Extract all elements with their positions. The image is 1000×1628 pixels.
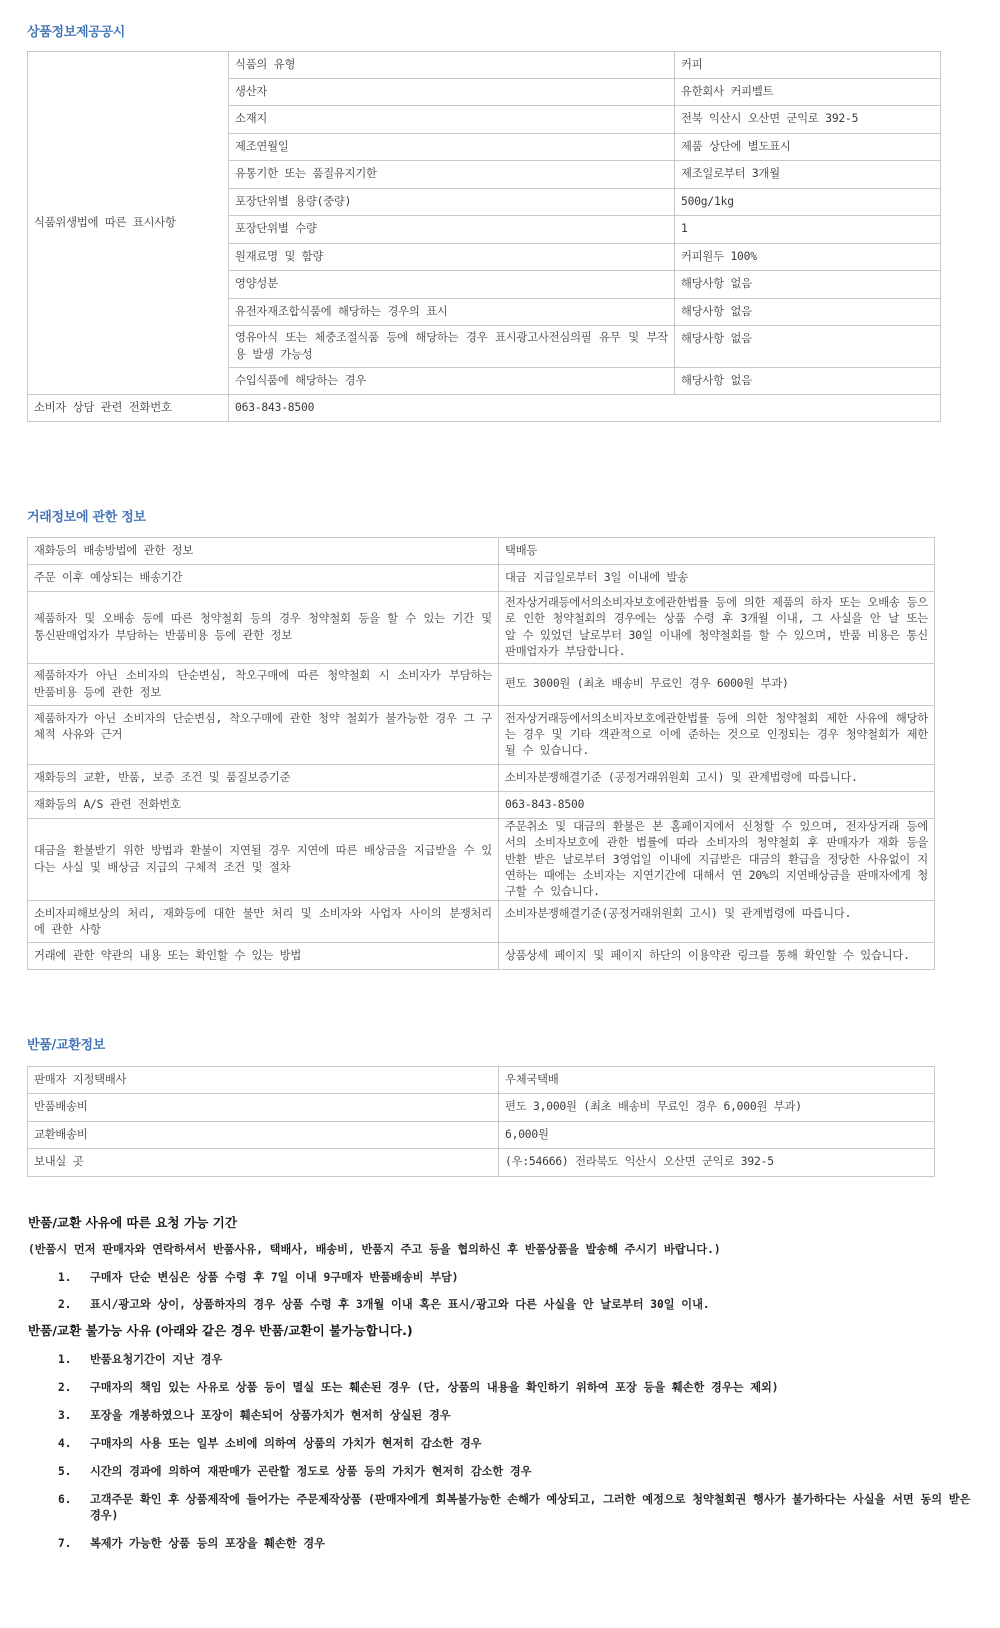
row-value: 편도 3000원 (최초 배송비 무료인 경우 6000원 부과) bbox=[499, 664, 935, 706]
table-row bbox=[28, 395, 941, 422]
row-value: 해당사항 없음 bbox=[675, 299, 941, 326]
period-title: 반품/교환 사유에 따른 요청 가능 기간 bbox=[28, 1215, 238, 1230]
row-label: 포장단위별 수량 bbox=[229, 216, 675, 244]
impossible-title: 반품/교환 불가능 사유 (아래와 같은 경우 반품/교환이 불가능합니다.) bbox=[28, 1323, 413, 1338]
return-notes bbox=[28, 1214, 972, 1552]
row-label: 생산자 bbox=[229, 79, 675, 106]
period-list bbox=[28, 1270, 972, 1313]
section-title-return-exchange: 반품/교환정보 bbox=[27, 1038, 105, 1053]
table-row bbox=[28, 706, 935, 765]
table-row bbox=[28, 664, 935, 706]
table-row bbox=[28, 565, 935, 592]
row-value: 500g/1kg bbox=[675, 189, 941, 216]
phone-value: 063-843-8500 bbox=[229, 395, 941, 422]
row-label: 재화등의 배송방법에 관한 정보 bbox=[28, 538, 499, 565]
table-row bbox=[28, 1094, 935, 1122]
row-label: 대금을 환불받기 위한 방법과 환불이 지연될 경우 지연에 따른 배상금을 지급받을 수 있다는 사실 및 배상금 지급의 구체적 조건 및 절차 bbox=[28, 819, 499, 901]
row-label: 영유아식 또는 체중조절식품 등에 해당하는 경우 표시광고사전심의필 유무 및 부작용 발생 가능성 bbox=[229, 326, 675, 368]
row-label: 제조연월일 bbox=[229, 134, 675, 161]
row-value: 063-843-8500 bbox=[499, 792, 935, 819]
row-label: 유통기한 또는 품질유지기한 bbox=[229, 161, 675, 189]
phone-label: 소비자 상담 관련 전화번호 bbox=[28, 395, 229, 422]
row-label: 보내실 곳 bbox=[28, 1149, 499, 1177]
row-label: 재화등의 교환, 반품, 보증 조건 및 품질보증기준 bbox=[28, 765, 499, 792]
row-label: 유전자재조합식품에 해당하는 경우의 표시 bbox=[229, 299, 675, 326]
row-value: 편도 3,000원 (최초 배송비 무료인 경우 6,000원 부과) bbox=[499, 1094, 935, 1122]
list-text: 구매자 단순 변심은 상품 수령 후 7일 이내 9구매자 반품배송비 부담) bbox=[90, 1271, 459, 1284]
list-number: 5. bbox=[58, 1465, 72, 1478]
impossible-list bbox=[28, 1352, 972, 1552]
list-number: 7. bbox=[58, 1537, 72, 1550]
row-value: (우:54666) 전라북도 익산시 오산면 군익로 392-5 bbox=[499, 1149, 935, 1177]
group-label: 식품위생법에 따른 표시사항 bbox=[28, 52, 229, 395]
table-row bbox=[28, 765, 935, 792]
list-text: 구매자의 사용 또는 일부 소비에 의하여 상품의 가치가 현저히 감소한 경우 bbox=[90, 1437, 482, 1450]
list-text: 구매자의 책임 있는 사유로 상품 등이 멸실 또는 훼손된 경우 (단, 상품의 내용을 확인하기 위하여 포장 등을 훼손한 경우는 제외) bbox=[90, 1381, 779, 1394]
row-value: 전북 익산시 오산면 군익로 392-5 bbox=[675, 106, 941, 134]
row-value: 6,000원 bbox=[499, 1122, 935, 1149]
row-label: 포장단위별 용량(중량) bbox=[229, 189, 675, 216]
row-value: 1 bbox=[675, 216, 941, 244]
row-value: 유한회사 커피벨트 bbox=[675, 79, 941, 106]
row-label: 식품의 유형 bbox=[229, 52, 675, 79]
list-item bbox=[28, 1464, 972, 1480]
row-label: 수입식품에 해당하는 경우 bbox=[229, 368, 675, 395]
list-text: 고객주문 확인 후 상품제작에 들어가는 주문제작상품 (판매자에게 회복불가능한 손해가 예상되고, 그러한 예정으로 청약철회권 행사가 불가하다는 사실을 서면 동의 받은 경우) bbox=[90, 1493, 971, 1522]
list-number: 1. bbox=[58, 1271, 72, 1284]
row-value: 전자상거래등에서의소비자보호에관한법률 등에 의한 청약철회 제한 사유에 해당하는 경우 및 기타 객관적으로 이에 준하는 것으로 인정되는 경우 청약철회가 제한될 수 있습니다. bbox=[499, 706, 935, 765]
list-text: 시간의 경과에 의하여 재판매가 곤란할 정도로 상품 등의 가치가 현저히 감소한 경우 bbox=[90, 1465, 532, 1478]
row-value: 주문취소 및 대금의 환불은 본 홈페이지에서 신청할 수 있으며, 전자상거래 등에서의 소비자보호에 관한 법률에 따라 소비자의 청약철회 후 판매자가 재화 등을 반환 받은 날로부터 3영업일 이내에 지급받은 대금의 환급을 정당한 사유없이 지연하는 때에는 소비자는 지연기간에 대해서 연 20%의 지연배상금을 판매자에게 청구할 수 있습니다. bbox=[499, 819, 935, 901]
row-value: 우체국택배 bbox=[499, 1067, 935, 1094]
row-value: 소비자분쟁해결기준 (공정거래위원회 고시) 및 관계법령에 따릅니다. bbox=[499, 765, 935, 792]
table-row bbox=[28, 538, 935, 565]
table-row bbox=[28, 1067, 935, 1094]
product-info-table bbox=[27, 51, 941, 422]
list-number: 2. bbox=[58, 1298, 72, 1311]
table-row bbox=[28, 819, 935, 901]
list-number: 2. bbox=[58, 1381, 72, 1394]
row-label: 소재지 bbox=[229, 106, 675, 134]
row-label: 교환배송비 bbox=[28, 1122, 499, 1149]
list-number: 1. bbox=[58, 1353, 72, 1366]
list-item bbox=[28, 1436, 972, 1452]
list-number: 6. bbox=[58, 1493, 72, 1506]
row-value: 해당사항 없음 bbox=[675, 271, 941, 299]
list-item bbox=[28, 1380, 972, 1396]
list-item bbox=[28, 1408, 972, 1424]
row-value: 커피원두 100% bbox=[675, 244, 941, 271]
row-value: 대금 지급일로부터 3일 이내에 발송 bbox=[499, 565, 935, 592]
row-value: 제조일로부터 3개월 bbox=[675, 161, 941, 189]
table-row bbox=[28, 52, 941, 79]
row-label: 재화등의 A/S 관련 전화번호 bbox=[28, 792, 499, 819]
row-label: 반품배송비 bbox=[28, 1094, 499, 1122]
list-text: 표시/광고와 상이, 상품하자의 경우 상품 수령 후 3개월 이내 혹은 표시/광고와 다른 사실을 안 날로부터 30일 이내. bbox=[90, 1298, 710, 1311]
row-value: 소비자분쟁해결기준(공정거래위원회 고시) 및 관계법령에 따릅니다. bbox=[499, 901, 935, 943]
section-title-transaction-info: 거래정보에 관한 정보 bbox=[27, 510, 146, 525]
list-item bbox=[28, 1536, 972, 1552]
return-info-table bbox=[27, 1066, 935, 1177]
row-value: 전자상거래등에서의소비자보호에관한법률 등에 의한 제품의 하자 또는 오배송 등으로 인한 청약철회의 경우에는 상품 수령 후 3개월 이내, 그 사실을 안 날 또는 알 수 있었던 날로부터 30일 이내에 청약철회를 할 수 있으며, 반품 비용은 통신판매업자가 부담합니다. bbox=[499, 592, 935, 664]
row-label: 소비자피해보상의 처리, 재화등에 대한 불만 처리 및 소비자와 사업자 사이의 분쟁처리에 관한 사항 bbox=[28, 901, 499, 943]
row-value: 커피 bbox=[675, 52, 941, 79]
row-label: 제품하자가 아닌 소비자의 단순변심, 착오구매에 따른 청약철회 시 소비자가 부담하는 반품비용 등에 관한 정보 bbox=[28, 664, 499, 706]
list-item bbox=[28, 1492, 972, 1524]
row-value: 해당사항 없음 bbox=[675, 326, 941, 368]
period-intro: (반품시 먼저 판매자와 연락하셔서 반품사유, 택배사, 배송비, 반품지 주고 등을 협의하신 후 반품상품을 발송해 주시기 바랍니다.) bbox=[28, 1243, 721, 1256]
row-label: 판매자 지정택배사 bbox=[28, 1067, 499, 1094]
transaction-info-table bbox=[27, 537, 935, 970]
list-number: 4. bbox=[58, 1437, 72, 1450]
list-item bbox=[28, 1297, 972, 1313]
table-row bbox=[28, 792, 935, 819]
table-row bbox=[28, 1149, 935, 1177]
row-label: 제품하자가 아닌 소비자의 단순변심, 착오구매에 관한 청약 철회가 불가능한 경우 그 구체적 사유와 근거 bbox=[28, 706, 499, 765]
row-value: 택배등 bbox=[499, 538, 935, 565]
row-label: 거래에 관한 약관의 내용 또는 확인할 수 있는 방법 bbox=[28, 943, 499, 970]
list-text: 복제가 가능한 상품 등의 포장을 훼손한 경우 bbox=[90, 1537, 325, 1550]
row-label: 제품하자 및 오배송 등에 따른 청약철회 등의 경우 청약철회 등을 할 수 있는 기간 및 통신판매업자가 부담하는 반품비용 등에 관한 정보 bbox=[28, 592, 499, 664]
list-item bbox=[28, 1270, 972, 1286]
list-text: 반품요청기간이 지난 경우 bbox=[90, 1353, 223, 1366]
row-label: 원재료명 및 함량 bbox=[229, 244, 675, 271]
list-item bbox=[28, 1352, 972, 1368]
section-title-product-info: 상품정보제공공시 bbox=[27, 25, 126, 40]
table-row bbox=[28, 592, 935, 664]
row-label: 영양성분 bbox=[229, 271, 675, 299]
table-row bbox=[28, 943, 935, 970]
table-row bbox=[28, 1122, 935, 1149]
list-number: 3. bbox=[58, 1409, 72, 1422]
row-label: 주문 이후 예상되는 배송기간 bbox=[28, 565, 499, 592]
row-value: 제품 상단에 별도표시 bbox=[675, 134, 941, 161]
row-value: 해당사항 없음 bbox=[675, 368, 941, 395]
table-row bbox=[28, 901, 935, 943]
row-value: 상품상세 페이지 및 페이지 하단의 이용약관 링크를 통해 확인할 수 있습니다. bbox=[499, 943, 935, 970]
list-text: 포장을 개봉하였으나 포장이 훼손되어 상품가치가 현저히 상실된 경우 bbox=[90, 1409, 451, 1422]
